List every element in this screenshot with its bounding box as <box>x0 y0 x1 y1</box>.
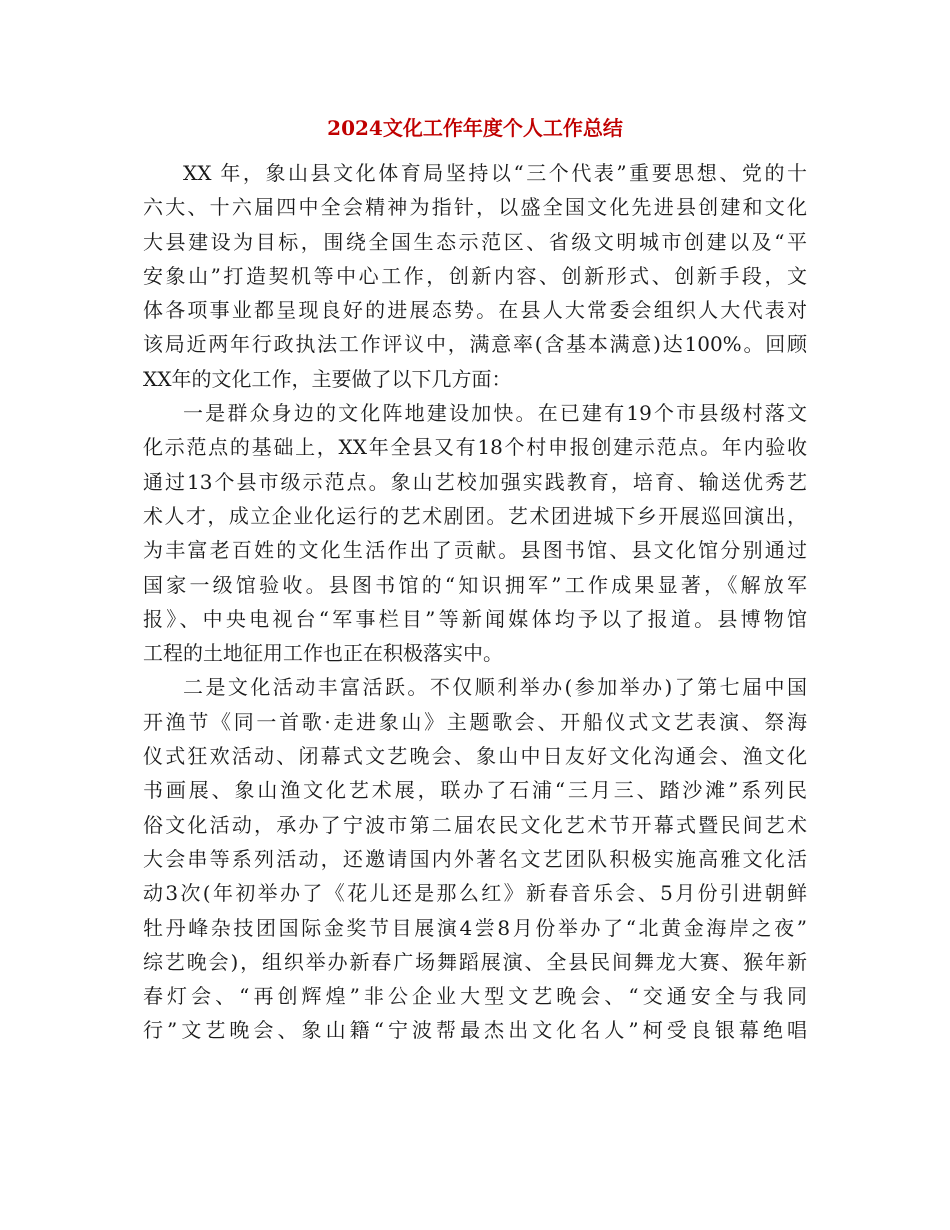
paragraph-line: 动3次(年初举办了《花儿还是那么红》新春音乐会、5月份引进朝鲜 <box>143 881 807 906</box>
paragraph-line: 该局近两年行政执法工作评议中，满意率(含基本满意)达100%。回顾 <box>143 332 807 357</box>
paragraph-line: 一是群众身边的文化阵地建设加快。在已建有19个市县级村落文 <box>183 401 807 426</box>
paragraph-line: 通过13个县市级示范点。象山艺校加强实践教育，培育、输送优秀艺 <box>143 469 807 494</box>
paragraph-line: 综艺晚会)，组织举办新春广场舞蹈展演、全县民间舞龙大赛、猴年新 <box>143 949 807 974</box>
paragraph-line: 书画展、象山渔文化艺术展，联办了石浦“三月三、踏沙滩”系列民 <box>143 778 807 803</box>
paragraph-line: 报》、中央电视台“军事栏目”等新闻媒体均予以了报道。县博物馆 <box>143 606 807 631</box>
paragraph-line: 大县建设为目标，围绕全国生态示范区、省级文明城市创建以及“平 <box>143 229 807 254</box>
paragraph-line: 大会串等系列活动，还邀请国内外著名文艺团队积极实施高雅文化活 <box>143 846 807 871</box>
paragraph-line: 安象山”打造契机等中心工作，创新内容、创新形式、创新手段，文 <box>143 263 807 288</box>
paragraph-line: 牡丹峰杂技团国际金奖节目展演4尝8月份举办了“北黄金海岸之夜” <box>143 915 807 940</box>
paragraph-line: 二是文化活动丰富活跃。不仅顺利举办(参加举办)了第七届中国 <box>183 675 807 700</box>
paragraph-line: 为丰富老百姓的文化生活作出了贡献。县图书馆、县文化馆分别通过 <box>143 538 807 563</box>
paragraph-line: 仪式狂欢活动、闭幕式文艺晚会、象山中日友好文化沟通会、渔文化 <box>143 744 807 769</box>
paragraph-line: 化示范点的基础上，XX年全县又有18个村申报创建示范点。年内验收 <box>143 435 807 460</box>
paragraph-line: XX年的文化工作，主要做了以下几方面： <box>143 366 512 391</box>
paragraph-line: 开渔节《同一首歌·走进象山》主题歌会、开船仪式文艺表演、祭海 <box>143 709 807 734</box>
paragraph-line: XX 年，象山县文化体育局坚持以“三个代表”重要思想、党的十 <box>183 161 807 185</box>
paragraph-line: 俗文化活动，承办了宁波市第二届农民文化艺术节开幕式暨民间艺术 <box>143 812 807 837</box>
paragraph-line: 术人才，成立企业化运行的艺术剧团。艺术团进城下乡开展巡回演出， <box>143 503 807 528</box>
paragraph-line: 行”文艺晚会、象山籍“宁波帮最杰出文化名人”柯受良银幕绝唱 <box>143 1018 807 1043</box>
paragraph-line: 工程的土地征用工作也正在积极落实中。 <box>143 641 503 666</box>
paragraph-line: 春灯会、“再创辉煌”非公企业大型文艺晚会、“交通安全与我同 <box>143 984 807 1009</box>
document-body <box>143 156 807 1048</box>
paragraph-line: 六大、十六届四中全会精神为指针，以盛全国文化先进县创建和文化 <box>143 195 807 220</box>
document-title: 2024文化工作年度个人工作总结 <box>327 116 623 140</box>
paragraph-line: 国家一级馆验收。县图书馆的“知识拥军”工作成果显著，《解放军 <box>143 572 807 597</box>
paragraph-line: 体各项事业都呈现良好的进展态势。在县人大常委会组织人大代表对 <box>143 298 807 323</box>
